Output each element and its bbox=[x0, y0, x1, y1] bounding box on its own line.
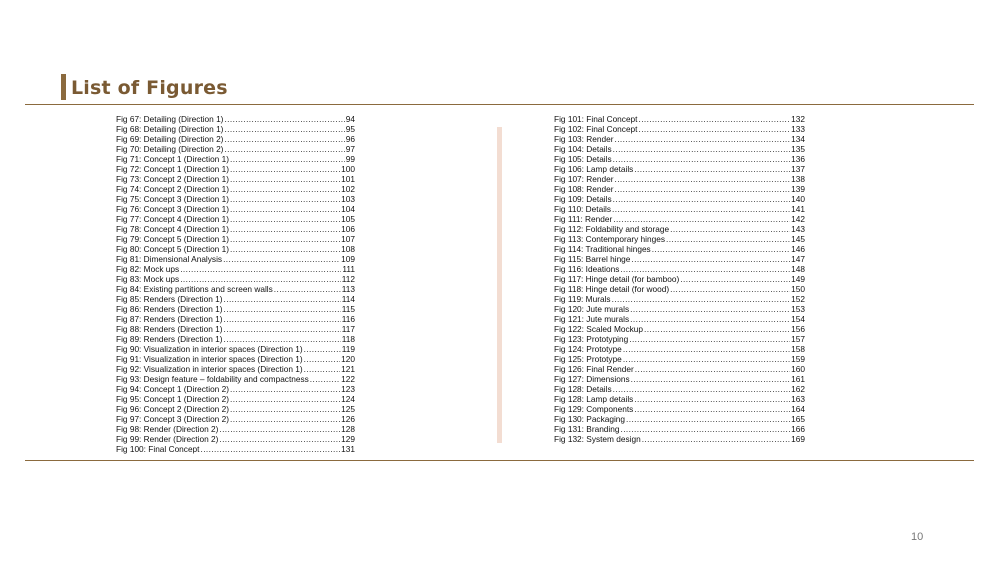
figure-page-number: 100 bbox=[341, 164, 355, 174]
figure-list-item bbox=[116, 294, 355, 304]
dot-leader bbox=[230, 394, 340, 404]
dot-leader bbox=[219, 424, 340, 434]
figure-label: Fig 72: Concept 1 (Direction 1) bbox=[116, 164, 229, 174]
dot-leader bbox=[230, 404, 340, 414]
dot-leader bbox=[613, 384, 791, 394]
dot-leader bbox=[224, 304, 341, 314]
figure-page-number: 152 bbox=[791, 294, 805, 304]
figure-list-item bbox=[116, 354, 355, 364]
figure-list-item bbox=[554, 414, 805, 424]
dot-leader bbox=[224, 294, 341, 304]
dot-leader bbox=[230, 414, 340, 424]
dot-leader bbox=[635, 364, 790, 374]
figure-label: Fig 85: Renders (Direction 1) bbox=[116, 294, 223, 304]
figure-label: Fig 76: Concept 3 (Direction 1) bbox=[116, 204, 229, 214]
figure-page-number: 96 bbox=[345, 134, 355, 144]
dot-leader bbox=[224, 314, 341, 324]
figure-page-number: 147 bbox=[791, 254, 805, 264]
figure-list-item bbox=[116, 144, 355, 154]
figure-list-item bbox=[554, 244, 805, 254]
dot-leader bbox=[230, 384, 340, 394]
figure-label: Fig 79: Concept 5 (Direction 1) bbox=[116, 234, 229, 244]
dot-leader bbox=[615, 184, 791, 194]
figure-page-number: 128 bbox=[341, 424, 355, 434]
dot-leader bbox=[613, 154, 791, 164]
dot-leader bbox=[634, 404, 790, 414]
figure-page-number: 117 bbox=[341, 324, 355, 334]
figure-label: Fig 112: Foldability and storage bbox=[554, 224, 670, 234]
figure-list-item bbox=[116, 244, 355, 254]
figure-list-item bbox=[554, 364, 805, 374]
figure-list-item bbox=[554, 304, 805, 314]
figure-label: Fig 77: Concept 4 (Direction 1) bbox=[116, 214, 229, 224]
dot-leader bbox=[304, 364, 341, 374]
dot-leader bbox=[230, 184, 340, 194]
figure-list-item bbox=[554, 344, 805, 354]
dot-leader bbox=[180, 264, 341, 274]
dot-leader bbox=[230, 174, 340, 184]
figure-page-number: 169 bbox=[791, 434, 805, 444]
figure-list-item bbox=[116, 154, 355, 164]
figure-label: Fig 117: Hinge detail (for bamboo) bbox=[554, 274, 680, 284]
figure-page-number: 114 bbox=[341, 294, 355, 304]
figure-page-number: 129 bbox=[341, 434, 355, 444]
dot-leader bbox=[680, 274, 790, 284]
dot-leader bbox=[666, 234, 790, 244]
figure-label: Fig 107: Render bbox=[554, 174, 614, 184]
figure-page-number: 142 bbox=[791, 214, 805, 224]
figure-label: Fig 83: Mock ups bbox=[116, 274, 180, 284]
figure-label: Fig 129: Components bbox=[554, 404, 634, 414]
dot-leader bbox=[230, 214, 340, 224]
figure-list-item bbox=[116, 344, 355, 354]
figure-list-item bbox=[554, 294, 805, 304]
figure-list-item bbox=[116, 234, 355, 244]
figure-label: Fig 105: Details bbox=[554, 154, 612, 164]
bottom-rule bbox=[25, 460, 974, 461]
figure-page-number: 140 bbox=[791, 194, 805, 204]
dot-leader bbox=[630, 304, 790, 314]
figure-page-number: 135 bbox=[791, 144, 805, 154]
figure-list-item bbox=[116, 194, 355, 204]
figure-list-item bbox=[116, 164, 355, 174]
figure-page-number: 161 bbox=[791, 374, 805, 384]
dot-leader bbox=[224, 114, 344, 124]
figure-label: Fig 116: Ideations bbox=[554, 264, 620, 274]
dot-leader bbox=[670, 224, 790, 234]
figure-page-number: 101 bbox=[341, 174, 355, 184]
dot-leader bbox=[223, 254, 340, 264]
dot-leader bbox=[274, 284, 341, 294]
figure-page-number: 162 bbox=[791, 384, 805, 394]
figure-label: Fig 106: Lamp details bbox=[554, 164, 634, 174]
figure-list-item bbox=[554, 214, 805, 224]
figure-label: Fig 118: Hinge detail (for wood) bbox=[554, 284, 670, 294]
figure-page-number: 112 bbox=[341, 274, 355, 284]
figure-label: Fig 103: Render bbox=[554, 134, 614, 144]
figure-page-number: 146 bbox=[791, 244, 805, 254]
figure-page-number: 97 bbox=[345, 144, 355, 154]
figure-list-item bbox=[554, 394, 805, 404]
dot-leader bbox=[652, 244, 790, 254]
figure-list-item bbox=[554, 134, 805, 144]
dot-leader bbox=[304, 354, 341, 364]
figure-page-number: 137 bbox=[791, 164, 805, 174]
figure-page-number: 159 bbox=[791, 354, 805, 364]
figure-page-number: 118 bbox=[341, 334, 355, 344]
figure-list-item bbox=[554, 324, 805, 334]
figure-list-item bbox=[554, 404, 805, 414]
figure-label: Fig 71: Concept 1 (Direction 1) bbox=[116, 154, 229, 164]
figure-list-item bbox=[116, 264, 355, 274]
figure-list-item bbox=[554, 354, 805, 364]
figure-label: Fig 92: Visualization in interior spaces (Direction 1) bbox=[116, 364, 303, 374]
figure-page-number: 115 bbox=[341, 304, 355, 314]
figure-label: Fig 95: Concept 1 (Direction 2) bbox=[116, 394, 229, 404]
figure-label: Fig 70: Detailing (Direction 2) bbox=[116, 144, 224, 154]
dot-leader bbox=[612, 204, 790, 214]
figure-list-item bbox=[554, 124, 805, 134]
dot-leader bbox=[224, 144, 344, 154]
dot-leader bbox=[304, 344, 341, 354]
figure-page-number: 120 bbox=[341, 354, 355, 364]
figure-page-number: 95 bbox=[345, 124, 355, 134]
dot-leader bbox=[631, 254, 790, 264]
dot-leader bbox=[180, 274, 341, 284]
figure-list-item bbox=[554, 164, 805, 174]
figure-page-number: 148 bbox=[791, 264, 805, 274]
figure-list-right-column bbox=[554, 114, 805, 444]
dot-leader bbox=[620, 264, 790, 274]
figure-list-item bbox=[554, 144, 805, 154]
dot-leader bbox=[623, 354, 790, 364]
page-title: List of Figures bbox=[71, 77, 228, 99]
dot-leader bbox=[638, 124, 790, 134]
figure-page-number: 124 bbox=[341, 394, 355, 404]
figure-list-item bbox=[554, 174, 805, 184]
figure-list-item bbox=[116, 444, 355, 454]
figure-list-item bbox=[554, 434, 805, 444]
figure-page-number: 145 bbox=[791, 234, 805, 244]
figure-label: Fig 86: Renders (Direction 1) bbox=[116, 304, 223, 314]
dot-leader bbox=[613, 214, 790, 224]
dot-leader bbox=[642, 434, 790, 444]
figure-list-item bbox=[116, 214, 355, 224]
figure-label: Fig 90: Visualization in interior spaces (Direction 1) bbox=[116, 344, 303, 354]
figure-label: Fig 99: Render (Direction 2) bbox=[116, 434, 219, 444]
figure-label: Fig 122: Scaled Mockup bbox=[554, 324, 644, 334]
dot-leader bbox=[634, 394, 790, 404]
figure-label: Fig 132: System design bbox=[554, 434, 641, 444]
dot-leader bbox=[230, 194, 340, 204]
figure-page-number: 157 bbox=[791, 334, 805, 344]
figure-label: Fig 96: Concept 2 (Direction 2) bbox=[116, 404, 229, 414]
figure-page-number: 106 bbox=[341, 224, 355, 234]
figure-page-number: 125 bbox=[341, 404, 355, 414]
figure-list-item bbox=[554, 234, 805, 244]
figure-list-item bbox=[116, 424, 355, 434]
dot-leader bbox=[670, 284, 790, 294]
figure-page-number: 102 bbox=[341, 184, 355, 194]
figure-list-item bbox=[116, 374, 355, 384]
title-accent-bar bbox=[61, 74, 66, 100]
figure-label: Fig 124: Prototype bbox=[554, 344, 622, 354]
figure-label: Fig 73: Concept 2 (Direction 1) bbox=[116, 174, 229, 184]
figure-page-number: 154 bbox=[791, 314, 805, 324]
dot-leader bbox=[224, 334, 341, 344]
figure-page-number: 122 bbox=[341, 374, 355, 384]
dot-leader bbox=[613, 144, 791, 154]
figure-page-number: 108 bbox=[341, 244, 355, 254]
figure-label: Fig 75: Concept 3 (Direction 1) bbox=[116, 194, 229, 204]
figure-page-number: 109 bbox=[341, 254, 355, 264]
dot-leader bbox=[224, 124, 344, 134]
dot-leader bbox=[224, 324, 341, 334]
figure-list-item bbox=[554, 184, 805, 194]
figure-list-item bbox=[554, 334, 805, 344]
dot-leader bbox=[638, 114, 790, 124]
dot-leader bbox=[644, 324, 790, 334]
figure-page-number: 99 bbox=[345, 154, 355, 164]
figure-list-item bbox=[554, 314, 805, 324]
figure-page-number: 150 bbox=[791, 284, 805, 294]
figure-label: Fig 115: Barrel hinge bbox=[554, 254, 631, 264]
figure-label: Fig 78: Concept 4 (Direction 1) bbox=[116, 224, 229, 234]
figure-page-number: 113 bbox=[341, 284, 355, 294]
figure-page-number: 103 bbox=[341, 194, 355, 204]
figure-page-number: 138 bbox=[791, 174, 805, 184]
figure-list-item bbox=[554, 374, 805, 384]
figure-list-item bbox=[116, 394, 355, 404]
figure-page-number: 163 bbox=[791, 394, 805, 404]
figure-list-item bbox=[554, 114, 805, 124]
figure-list-item bbox=[116, 384, 355, 394]
figure-label: Fig 67: Detailing (Direction 1) bbox=[116, 114, 224, 124]
figure-page-number: 105 bbox=[341, 214, 355, 224]
figure-list-item bbox=[554, 424, 805, 434]
dot-leader bbox=[630, 314, 790, 324]
figure-page-number: 133 bbox=[791, 124, 805, 134]
figure-page-number: 111 bbox=[342, 264, 355, 274]
figure-list-item bbox=[554, 254, 805, 264]
figure-label: Fig 121: Jute murals bbox=[554, 314, 630, 324]
figure-list-item bbox=[116, 114, 355, 124]
figure-label: Fig 130: Packaging bbox=[554, 414, 626, 424]
figure-label: Fig 123: Prototyping bbox=[554, 334, 629, 344]
dot-leader bbox=[612, 294, 791, 304]
figure-list-item bbox=[554, 284, 805, 294]
dot-leader bbox=[615, 174, 791, 184]
figure-list-item bbox=[554, 224, 805, 234]
figure-page-number: 139 bbox=[791, 184, 805, 194]
dot-leader bbox=[230, 224, 340, 234]
figure-list-item bbox=[116, 134, 355, 144]
figure-page-number: 149 bbox=[791, 274, 805, 284]
dot-leader bbox=[623, 344, 790, 354]
figure-page-number: 158 bbox=[791, 344, 805, 354]
figure-page-number: 119 bbox=[341, 344, 355, 354]
figure-label: Fig 74: Concept 2 (Direction 1) bbox=[116, 184, 229, 194]
figure-label: Fig 88: Renders (Direction 1) bbox=[116, 324, 223, 334]
figure-label: Fig 109: Details bbox=[554, 194, 612, 204]
column-divider bbox=[497, 127, 502, 443]
figure-page-number: 166 bbox=[791, 424, 805, 434]
dot-leader bbox=[626, 414, 790, 424]
figure-page-number: 123 bbox=[341, 384, 355, 394]
figure-list-item bbox=[554, 204, 805, 214]
figure-page-number: 132 bbox=[791, 114, 805, 124]
figure-label: Fig 113: Contemporary hinges bbox=[554, 234, 665, 244]
dot-leader bbox=[634, 164, 790, 174]
figure-page-number: 126 bbox=[341, 414, 355, 424]
figure-page-number: 164 bbox=[791, 404, 805, 414]
figure-list-item bbox=[116, 414, 355, 424]
dot-leader bbox=[200, 444, 340, 454]
figure-label: Fig 111: Render bbox=[554, 214, 613, 224]
figure-list-item bbox=[116, 434, 355, 444]
dot-leader bbox=[613, 194, 791, 204]
figure-page-number: 156 bbox=[791, 324, 805, 334]
dot-leader bbox=[631, 374, 791, 384]
figure-list-item bbox=[116, 204, 355, 214]
figure-list-item bbox=[116, 254, 355, 264]
dot-leader bbox=[230, 164, 340, 174]
figure-list-item bbox=[116, 404, 355, 414]
figure-list-item bbox=[116, 324, 355, 334]
figure-list-item bbox=[554, 264, 805, 274]
figure-list-item bbox=[554, 154, 805, 164]
figure-page-number: 94 bbox=[345, 114, 355, 124]
figure-list-item bbox=[116, 284, 355, 294]
figure-label: Fig 125: Prototype bbox=[554, 354, 622, 364]
figure-label: Fig 91: Visualization in interior spaces (Direction 1) bbox=[116, 354, 303, 364]
dot-leader bbox=[310, 374, 340, 384]
figure-list-item bbox=[116, 224, 355, 234]
figure-label: Fig 131: Branding bbox=[554, 424, 620, 434]
figure-page-number: 136 bbox=[791, 154, 805, 164]
dot-leader bbox=[230, 204, 340, 214]
figure-label: Fig 128: Lamp details bbox=[554, 394, 634, 404]
figure-page-number: 104 bbox=[341, 204, 355, 214]
dot-leader bbox=[230, 154, 345, 164]
figure-list-item bbox=[116, 334, 355, 344]
dot-leader bbox=[219, 434, 340, 444]
figure-label: Fig 102: Final Concept bbox=[554, 124, 638, 134]
figure-label: Fig 127: Dimensions bbox=[554, 374, 630, 384]
figure-label: Fig 82: Mock ups bbox=[116, 264, 180, 274]
dot-leader bbox=[615, 134, 791, 144]
figure-list-left-column bbox=[116, 114, 355, 454]
figure-list-item bbox=[116, 304, 355, 314]
figure-page-number: 116 bbox=[341, 314, 355, 324]
figure-label: Fig 128: Details bbox=[554, 384, 612, 394]
figure-list-item bbox=[116, 174, 355, 184]
figure-page-number: 121 bbox=[341, 364, 355, 374]
figure-page-number: 160 bbox=[791, 364, 805, 374]
top-rule bbox=[25, 104, 974, 105]
figure-label: Fig 104: Details bbox=[554, 144, 612, 154]
page-number: 10 bbox=[911, 531, 924, 543]
figure-label: Fig 68: Detailing (Direction 1) bbox=[116, 124, 224, 134]
figure-page-number: 143 bbox=[791, 224, 805, 234]
figure-label: Fig 80: Concept 5 (Direction 1) bbox=[116, 244, 229, 254]
figure-list-item bbox=[116, 274, 355, 284]
figure-list-item bbox=[116, 364, 355, 374]
figure-list-item bbox=[116, 124, 355, 134]
figure-label: Fig 89: Renders (Direction 1) bbox=[116, 334, 223, 344]
figure-label: Fig 98: Render (Direction 2) bbox=[116, 424, 219, 434]
figure-label: Fig 126: Final Render bbox=[554, 364, 634, 374]
figure-label: Fig 97: Concept 3 (Direction 2) bbox=[116, 414, 229, 424]
figure-label: Fig 119: Murals bbox=[554, 294, 611, 304]
figure-label: Fig 100: Final Concept bbox=[116, 444, 200, 454]
figure-label: Fig 69: Detailing (Direction 2) bbox=[116, 134, 224, 144]
figure-list-item bbox=[554, 384, 805, 394]
figure-page-number: 165 bbox=[791, 414, 805, 424]
figure-label: Fig 93: Design feature – foldability and compactness bbox=[116, 374, 309, 384]
dot-leader bbox=[230, 234, 340, 244]
figure-label: Fig 120: Jute murals bbox=[554, 304, 630, 314]
figure-label: Fig 94: Concept 1 (Direction 2) bbox=[116, 384, 229, 394]
figure-label: Fig 110: Details bbox=[554, 204, 612, 214]
figure-list-item bbox=[554, 194, 805, 204]
figure-list-item bbox=[554, 274, 805, 284]
dot-leader bbox=[629, 334, 790, 344]
figure-page-number: 131 bbox=[341, 444, 355, 454]
figure-page-number: 153 bbox=[791, 304, 805, 314]
dot-leader bbox=[224, 134, 344, 144]
figure-label: Fig 81: Dimensional Analysis bbox=[116, 254, 223, 264]
figure-label: Fig 114: Traditional hinges bbox=[554, 244, 651, 254]
figure-label: Fig 84: Existing partitions and screen walls bbox=[116, 284, 273, 294]
figure-page-number: 107 bbox=[341, 234, 355, 244]
figure-label: Fig 108: Render bbox=[554, 184, 614, 194]
figure-page-number: 134 bbox=[791, 134, 805, 144]
figure-label: Fig 101: Final Concept bbox=[554, 114, 638, 124]
figure-list-item bbox=[116, 184, 355, 194]
figure-page-number: 141 bbox=[791, 204, 805, 214]
figure-label: Fig 87: Renders (Direction 1) bbox=[116, 314, 223, 324]
dot-leader bbox=[621, 424, 791, 434]
dot-leader bbox=[230, 244, 340, 254]
figure-list-item bbox=[116, 314, 355, 324]
